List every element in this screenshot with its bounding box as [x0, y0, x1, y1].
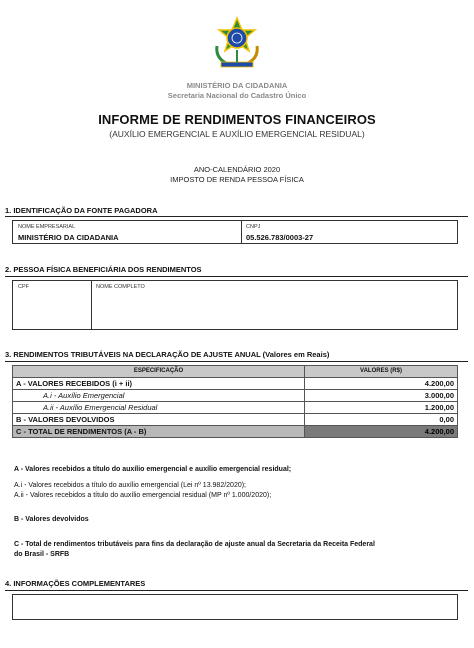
row-value: 4.200,00 [305, 426, 458, 438]
note-aii: A.ii - Valores recebidos a título do auxílio emergencial residual (MP nº 1.000/2020); [14, 492, 272, 499]
section3-rule [5, 361, 468, 362]
ministry-header [0, 81, 474, 101]
document-subtitle: (AUXÍLIO EMERGENCIAL E AUXÍLIO EMERGENCIAL RESIDUAL) [109, 129, 365, 139]
row-desc: A.ii - Auxílio Emergencial Residual [13, 402, 305, 414]
row-desc: A - VALORES RECEBIDOS (i + ii) [13, 378, 305, 390]
row-value: 0,00 [305, 414, 458, 426]
header-valores: VALORES (R$) [305, 366, 458, 378]
ministry-name: MINISTÉRIO DA CIDADANIA [186, 81, 288, 90]
row-value: 1.200,00 [305, 402, 458, 414]
section2-title: 2. PESSOA FÍSICA BENEFICIÁRIA DOS RENDIMENTOS [5, 265, 202, 274]
table-row [13, 414, 458, 426]
note-c-line1: C - Total de rendimentos tributáveis para fins da declaração de ajuste anual da Secretaria da Receita Federal [14, 541, 375, 548]
section4-title: 4. INFORMAÇÕES COMPLEMENTARES [5, 579, 146, 588]
divider [91, 281, 92, 329]
note-ai: A.i - Valores recebidos a título do auxílio emergencial (Lei nº 13.982/2020); [14, 482, 247, 489]
fonte-pagadora-box [12, 220, 458, 244]
row-desc: A.i - Auxílio Emergencial [13, 390, 305, 402]
cpf-label: CPF [18, 284, 29, 290]
table-row [13, 402, 458, 414]
informacoes-complementares-box [12, 594, 458, 620]
section2-rule [5, 276, 468, 277]
beneficiario-box [12, 280, 458, 330]
section4-rule [5, 590, 468, 591]
note-a-title: A - Valores recebidos a título do auxílio emergencial e auxílio emergencial residual; [14, 466, 292, 473]
row-value: 4.200,00 [305, 378, 458, 390]
nome-completo-label: NOME COMPLETO [96, 284, 145, 290]
header-especificacao: ESPECIFICAÇÃO [13, 366, 305, 378]
nome-empresarial-label: NOME EMPRESARIAL [18, 224, 76, 230]
table-row-total [13, 426, 458, 438]
row-value: 3.000,00 [305, 390, 458, 402]
nome-empresarial-value: MINISTÉRIO DA CIDADANIA [18, 233, 119, 242]
row-desc: C - TOTAL DE RENDIMENTOS (A - B) [13, 426, 305, 438]
table-row [13, 378, 458, 390]
imposto-label: IMPOSTO DE RENDA PESSOA FÍSICA [170, 175, 304, 184]
section3-title: 3. RENDIMENTOS TRIBUTÁVEIS NA DECLARAÇÃO DE AJUSTE ANUAL (Valores em Reais) [5, 350, 330, 359]
brazil-coat-of-arms-icon [211, 16, 263, 70]
secretariat-name: Secretaria Nacional do Cadastro Único [167, 91, 307, 100]
fiscal-year-block [0, 165, 474, 185]
cnpj-value: 05.526.783/0003-27 [246, 233, 314, 242]
divider [241, 221, 242, 243]
note-b-title: B - Valores devolvidos [14, 516, 89, 523]
note-c-line2: do Brasil - SRFB [14, 551, 70, 558]
rendimentos-table [12, 365, 458, 438]
section1-title: 1. IDENTIFICAÇÃO DA FONTE PAGADORA [5, 206, 158, 215]
table-row [13, 390, 458, 402]
section1-rule [5, 216, 468, 217]
row-desc: B - VALORES DEVOLVIDOS [13, 414, 305, 426]
cnpj-label: CNPJ [246, 224, 261, 230]
ano-calendario: ANO-CALENDÁRIO 2020 [193, 165, 281, 174]
table-header-row [13, 366, 458, 378]
document-title: INFORME DE RENDIMENTOS FINANCEIROS [98, 112, 376, 127]
